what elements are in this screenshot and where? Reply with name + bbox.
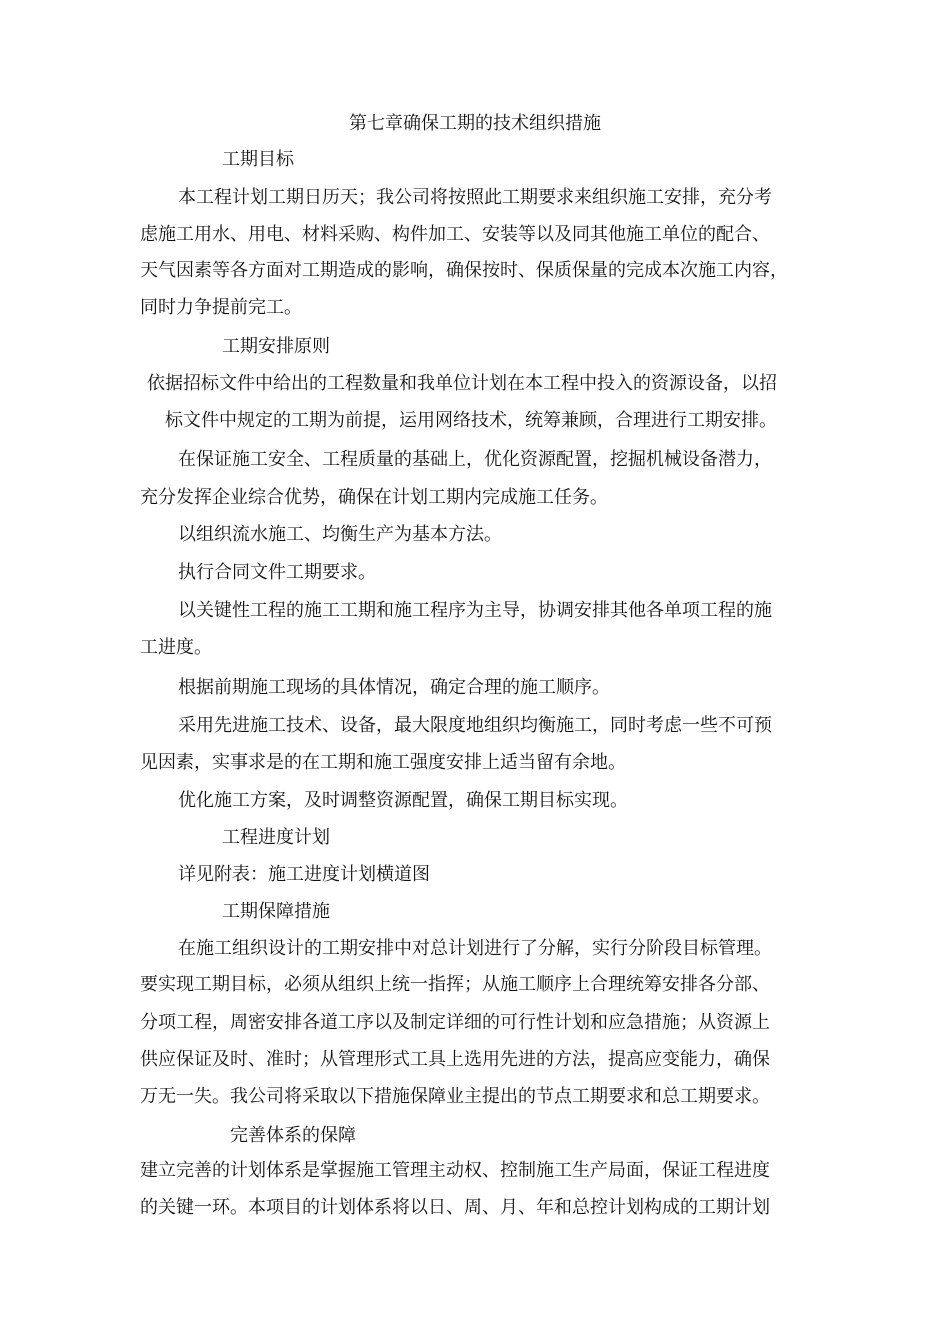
paragraph-line: 充分发挥企业综合优势，确保在计划工期内完成施工任务。 — [140, 487, 608, 508]
paragraph-line: 优化施工方案，及时调整资源配置，确保工期目标实现。 — [178, 790, 628, 811]
paragraph-line: 天气因素等各方面对工期造成的影响，确保按时、保质保量的完成本次施工内容， — [140, 260, 788, 281]
paragraph-line: 见因素，实事求是的在工期和施工强度安排上适当留有余地。 — [140, 752, 626, 773]
paragraph-line: 供应保证及时、准时；从管理形式工具上选用先进的方法，提高应变能力，确保 — [140, 1049, 770, 1070]
section-heading: 工期保障措施 — [222, 901, 330, 922]
paragraph-line: 要实现工期目标，必须从组织上统一指挥；从施工顺序上合理统筹安排各分部、 — [140, 974, 770, 995]
paragraph-line: 工进度。 — [140, 637, 212, 658]
chapter-title: 第七章确保工期的技术组织措施 — [349, 113, 601, 134]
paragraph-line: 建立完善的计划体系是掌握施工管理主动权、控制施工生产局面，保证工程进度 — [140, 1160, 770, 1181]
paragraph-line: 详见附表：施工进度计划横道图 — [178, 864, 430, 885]
section-heading: 完善体系的保障 — [230, 1125, 356, 1146]
paragraph-line: 的关键一环。本项目的计划体系将以日、周、月、年和总控计划构成的工期计划 — [140, 1197, 770, 1218]
paragraph-line: 在保证施工安全、工程质量的基础上，优化资源配置，挖掘机械设备潜力， — [178, 449, 772, 470]
paragraph-line: 虑施工用水、用电、材料采购、构件加工、安装等以及同其他施工单位的配合、 — [140, 224, 770, 245]
paragraph-line: 分项工程，周密安排各道工序以及制定详细的可行性计划和应急措施；从资源上 — [140, 1012, 770, 1033]
paragraph-line: 以关键性工程的施工工期和施工程序为主导，协调安排其他各单项工程的施 — [178, 600, 772, 621]
paragraph-line: 执行合同文件工期要求。 — [178, 562, 376, 583]
section-heading: 工程进度计划 — [222, 827, 330, 848]
paragraph-line: 依据招标文件中给出的工程数量和我单位计划在本工程中投入的资源设备，以招 — [147, 373, 777, 394]
paragraph-line: 同时力争提前完工。 — [140, 297, 302, 318]
paragraph-line: 标文件中规定的工期为前提，运用网络技术，统筹兼顾，合理进行工期安排。 — [165, 410, 777, 431]
section-heading: 工期目标 — [222, 149, 294, 170]
paragraph-line: 根据前期施工现场的具体情况，确定合理的施工顺序。 — [178, 677, 610, 698]
paragraph-line: 以组织流水施工、均衡生产为基本方法。 — [178, 524, 502, 545]
section-heading: 工期安排原则 — [222, 336, 330, 357]
paragraph-line: 万无一失。我公司将采取以下措施保障业主提出的节点工期要求和总工期要求。 — [140, 1086, 770, 1107]
paragraph-line: 在施工组织设计的工期安排中对总计划进行了分解，实行分阶段目标管理。 — [178, 938, 772, 959]
paragraph-line: 采用先进施工技术、设备，最大限度地组织均衡施工，同时考虑一些不可预 — [178, 715, 772, 736]
paragraph-line: 本工程计划工期日历天；我公司将按照此工期要求来组织施工安排，充分考 — [178, 187, 772, 208]
